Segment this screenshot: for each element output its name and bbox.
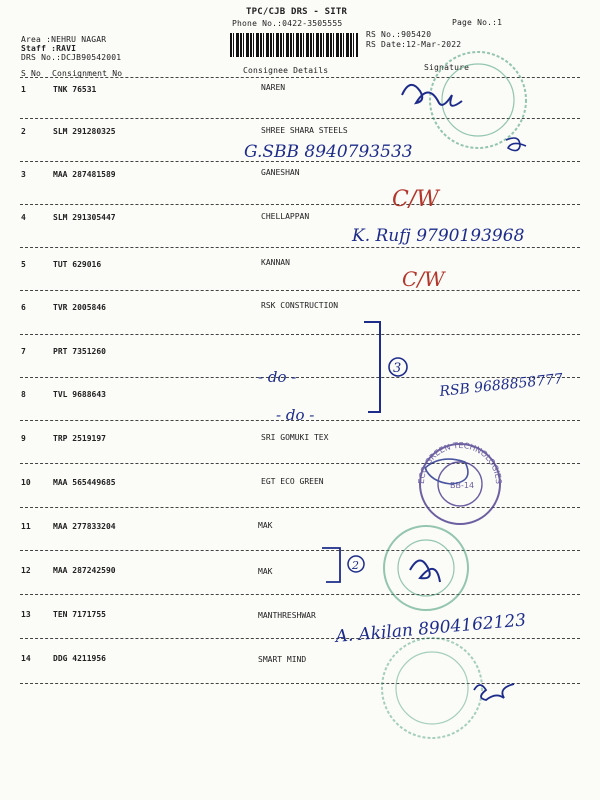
row-consignment: TRP 2519197 (53, 434, 106, 443)
row-consignee: MAK (258, 567, 273, 576)
row-sno: 9 (21, 434, 26, 443)
row-consignee: NAREN (261, 83, 286, 92)
drs-number: DRS No.:DCJB90542001 (21, 53, 122, 62)
row-sno: 3 (21, 170, 26, 179)
row-consignment: TEN 7171755 (53, 610, 106, 619)
handwriting-row-4: K. Rufj 9790193968 (352, 226, 525, 246)
row-sno: 11 (21, 522, 31, 531)
row-sno: 14 (21, 654, 31, 663)
row-consignment: MAA 287242590 (53, 566, 116, 575)
staff-label: Staff :RAVI (21, 44, 77, 53)
row-consignment: TNK 76531 (53, 85, 97, 94)
row-consignee: SHREE SHARA STEELS (261, 126, 348, 135)
row-consignment: SLM 291305447 (53, 213, 116, 222)
ditto-row-7: - do - (258, 368, 297, 386)
row-consignee: GANESHAN (261, 168, 300, 177)
row-consignee: SRI GOMUKI TEX (261, 433, 329, 442)
stamp-eco-green-center: BB-14 (450, 481, 475, 490)
signature-row-12 (410, 560, 440, 582)
col-sno: S No (21, 69, 42, 78)
row-consignment: TVL 9688643 (53, 390, 106, 399)
area-label: Area :NEHRU NAGAR (21, 35, 107, 44)
row-consignee: MAK (258, 521, 273, 530)
phone-number: Phone No.:0422-3505555 (232, 19, 343, 28)
handwriting-row-7: RSB 9688858777 (438, 371, 564, 400)
row-consignee: SMART MIND (258, 655, 307, 664)
signature-row-14 (474, 684, 514, 700)
col-consignee: Consignee Details (243, 66, 329, 75)
row-sno: 5 (21, 260, 26, 269)
row-consignment: MAA 565449685 (53, 478, 116, 487)
row-sno: 1 (21, 85, 26, 94)
mark-row-5: C/W (402, 267, 445, 291)
rs-number: RS No.:905420 (366, 30, 432, 39)
col-signature: Signature (424, 63, 470, 72)
row-consignment: TVR 2005846 (53, 303, 106, 312)
row-sno: 4 (21, 213, 26, 222)
doc-title: TPC/CJB DRS - SITR (246, 7, 348, 17)
row-consignee: KANNAN (261, 258, 290, 267)
row-consignment: DDG 4211956 (53, 654, 106, 663)
bracket-rows-11-12 (322, 548, 340, 582)
row-sno: 7 (21, 347, 26, 356)
stamp-eco-green-ring-text: ECO GREEN TECHNOLOGIES (416, 440, 504, 485)
ditto-row-8: - do - (276, 406, 315, 424)
row-sno: 6 (21, 303, 26, 312)
row-consignee: MANTHRESHWAR (258, 611, 316, 620)
row-sno: 13 (21, 610, 31, 619)
count-row-12: 2 (352, 559, 359, 572)
row-sno: 8 (21, 390, 26, 399)
handwriting-row-2: G.SBB 8940793533 (244, 142, 413, 162)
col-consignment: Consignment No (52, 69, 123, 78)
page-number: Page No.:1 (452, 18, 503, 27)
row-consignment: SLM 291280325 (53, 127, 116, 136)
handwriting-row-13-name: A. Akilan 8904162123 (334, 610, 527, 647)
row-consignee: RSK CONSTRUCTION (261, 301, 339, 310)
row-consignee: CHELLAPPAN (261, 212, 310, 221)
row-consignee: EGT ECO GREEN (261, 477, 324, 486)
stamp-bottom (382, 638, 482, 738)
loop-mark-row-2 (506, 138, 526, 151)
bracket-rows-7-8 (364, 322, 380, 412)
stamp-top-right (430, 52, 526, 148)
mark-row-3: C/W (392, 187, 439, 212)
rs-date: RS Date:12-Mar-2022 (366, 40, 462, 49)
row-sno: 10 (21, 478, 31, 487)
row-consignment: MAA 287481589 (53, 170, 116, 179)
stamp-green-rows-11-12 (384, 526, 468, 610)
row-consignment: TUT 629016 (53, 260, 102, 269)
row-consignment: MAA 277833204 (53, 522, 116, 531)
stamp-eco-green (417, 441, 503, 524)
row-sno: 12 (21, 566, 31, 575)
row-consignment: PRT 7351260 (53, 347, 106, 356)
bracket-count: 3 (393, 361, 402, 376)
row-sno: 2 (21, 127, 26, 136)
